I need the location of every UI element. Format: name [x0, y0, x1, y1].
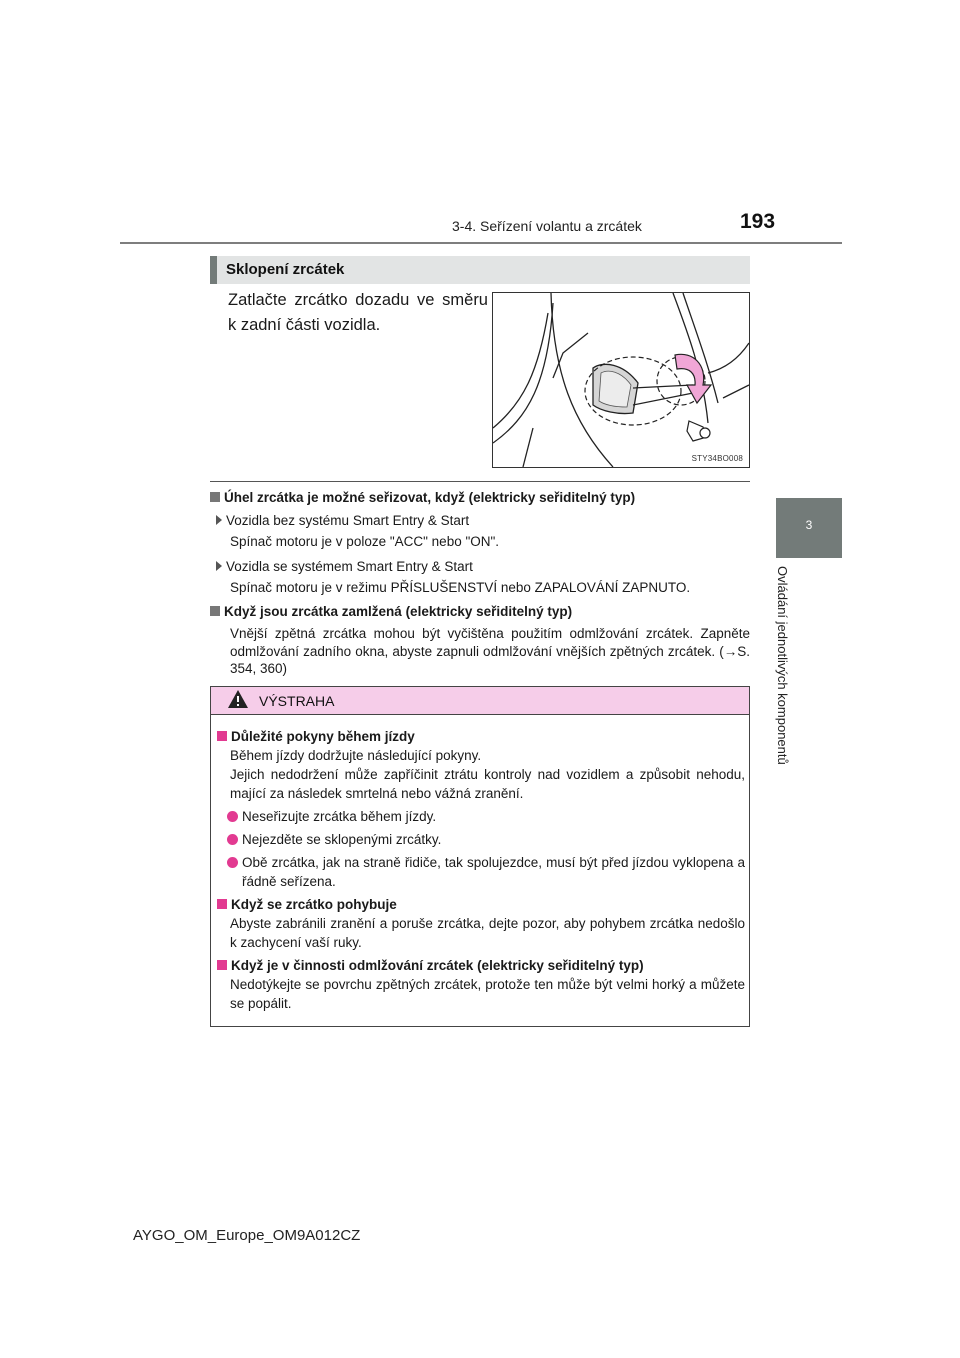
square-bullet-icon — [217, 960, 227, 970]
warning-triangle-icon — [227, 689, 249, 709]
warning-heading — [217, 727, 745, 746]
warning-box — [210, 686, 750, 1027]
footer-doc-code: AYGO_OM_Europe_OM9A012CZ — [133, 1227, 361, 1244]
arrow-item-text: Vozidla se systémem Smart Entry & Start — [226, 558, 473, 574]
warning-heading — [217, 895, 745, 914]
arrow-item — [210, 557, 750, 576]
arrow-item — [210, 511, 750, 530]
arrow-item-text: Vozidla bez systému Smart Entry & Start — [226, 513, 470, 528]
warning-heading — [217, 956, 745, 975]
warning-heading-text: Když je v činnosti odmlžování zrcátek (elektricky seřiditelný typ) — [231, 958, 644, 973]
circle-bullet-icon — [227, 857, 238, 868]
section-divider — [210, 481, 750, 482]
intro-text: Zatlačte zrcátko dozadu ve směru k zadní části vozidla. — [228, 291, 488, 334]
warning-heading-text: Když se zrcátko pohybuje — [231, 897, 397, 912]
section-header-text: 3-4. Seřízení volantu a zrcátek — [452, 218, 642, 234]
mirror-illustration — [493, 293, 749, 467]
warning-bullet-text: Obě zrcátka, jak na straně řidiče, tak spolujezdce, musí být před jízdou vyklopena a řádně seřízena. — [242, 855, 745, 889]
warning-text-line: Jejich nedodržení může zapříčinit ztrátu kontroly nad vozidlem a způsobit nehodu, mající za následek smrtelná nebo vážná zranění. — [230, 767, 745, 801]
square-bullet-icon — [210, 606, 220, 616]
warning-bullet-text: Neseřizujte zrcátka během jízdy. — [242, 809, 437, 824]
note-text: Spínač motoru je v režimu PŘÍSLUŠENSTVÍ nebo ZAPALOVÁNÍ ZAPNUTO. — [230, 579, 691, 595]
section-title-accent — [210, 256, 217, 284]
section-title: Sklopení zrcátek — [226, 261, 345, 278]
warning-bullet-text: Nejezděte se sklopenými zrcátky. — [242, 832, 442, 847]
warning-title: VÝSTRAHA — [259, 693, 335, 709]
chapter-side-title — [770, 566, 810, 816]
section-title-bar — [210, 256, 750, 284]
chapter-tab — [776, 498, 842, 558]
note-text: Vnější zpětná zrcátka mohou být vyčištěna použitím odmlžování zrcátek. Zapněte odmlžování zadního okna, abyste zapnuli odmlžování vnějších zpětných zrcátek. (→S. 354, 360) — [230, 626, 750, 676]
warning-text — [217, 746, 745, 803]
warning-body — [217, 727, 745, 1017]
arrow-right-icon — [216, 561, 222, 571]
warning-bullet — [217, 807, 745, 826]
header-rule — [120, 242, 842, 244]
square-bullet-icon — [210, 492, 220, 502]
note-text: Spínač motoru je v poloze "ACC" nebo "ON". — [230, 534, 500, 549]
note-heading-text: Když jsou zrcátka zamlžená (elektricky seřiditelný typ) — [224, 604, 573, 619]
note-heading-fog — [210, 602, 750, 621]
page-number: 193 — [740, 210, 776, 233]
square-bullet-icon — [217, 731, 227, 741]
warning-text: Abyste zabránili zranění a poruše zrcátka, dejte pozor, aby pohybem zrcátka nedošlo k zachycení vaší ruky. — [230, 916, 745, 950]
warning-text: Nedotýkejte se povrchu zpětných zrcátek, protože ten může být velmi horký a můžete se popálit. — [230, 977, 745, 1011]
note-heading-text: Úhel zrcátka je možné seřizovat, když (elektricky seřiditelný typ) — [224, 490, 636, 505]
warning-text-line: Během jízdy dodržujte následující pokyny. — [230, 748, 482, 763]
warning-bullet — [217, 853, 745, 891]
chapter-tab-number: 3 — [805, 518, 813, 532]
mirror-figure — [492, 292, 750, 468]
warning-header — [211, 687, 749, 715]
notes — [210, 488, 750, 681]
figure-code: STY34BO008 — [691, 454, 743, 463]
warning-bullet — [217, 830, 745, 849]
arrow-right-icon — [216, 515, 222, 525]
note-heading-angle — [210, 488, 750, 507]
circle-bullet-icon — [227, 811, 238, 822]
square-bullet-icon — [217, 899, 227, 909]
warning-heading-text: Důležité pokyny během jízdy — [231, 729, 415, 744]
circle-bullet-icon — [227, 834, 238, 845]
chapter-side-title-text: Ovládání jednotlivých komponentů — [775, 566, 790, 765]
